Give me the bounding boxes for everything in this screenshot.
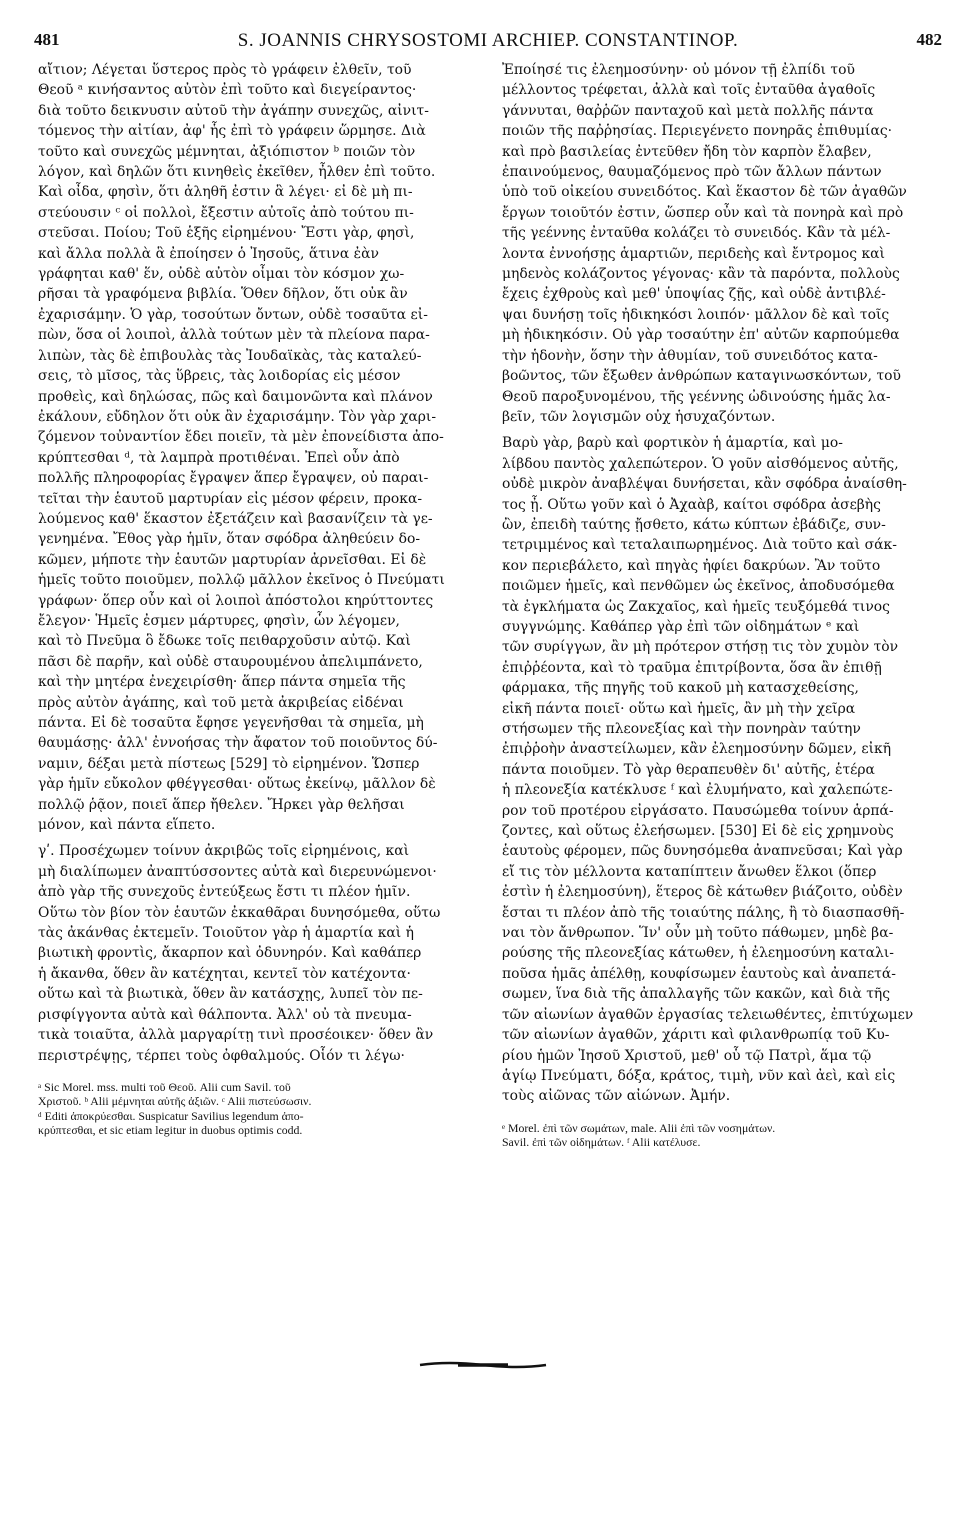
text-line: τὰς ἀκάνθας ἐκτεμεῖν. Τοιοῦτον γὰρ ἡ ἁμαρτία καὶ ἡ	[38, 925, 414, 942]
text-line: καὶ τὴν μητέρα ἐνεχειρίσθη· ἅπερ πάντα σημεῖα τῆς	[38, 674, 406, 691]
text-line: ἔσται τι πλέον ἀπὸ τῆς τοιαύτης πάλης, ἢ τὸ διασπασθῆ-	[502, 904, 905, 921]
footnote-line: κρύπτεσθαι, et sic etiam legitur in duobus optimis codd.	[38, 1123, 303, 1138]
right-paragraph-2	[502, 433, 930, 1106]
text-line: ἐχαρισάμην. Ὁ γὰρ, τοσούτων ὄντων, οὐδὲ τοσαῦτα εἰ-	[38, 306, 428, 323]
text-line: στεῦσαι. Ποίου; Τοῦ ἑξῆς εἰρημένου· Ἔστι γὰρ, φησὶ,	[38, 225, 415, 242]
text-line: λούμενος καθ' ἕκαστον ἐξετάζειν καὶ βασανίζειν τὰ γε-	[38, 510, 433, 527]
left-paragraph-1	[38, 60, 466, 835]
text-line: πάντα ποιοῦμεν. Τὸ γὰρ θεραπευθὲν δι' αὐτῆς, ἑτέρα	[502, 761, 875, 778]
text-line: ἔχεις ἐχθροὺς καὶ μεθ' ὑποψίας ζῇς, καὶ οὐδὲ ἀντιβλέ-	[502, 286, 886, 303]
text-line: ἁγίῳ Πνεύματι, δόξα, κράτος, τιμὴ, νῦν καὶ ἀεὶ, καὶ εἰς	[502, 1067, 896, 1084]
right-footnotes	[502, 1121, 930, 1150]
text-line: τῆς γεέννης ἐνταῦθα κολάζει τὸ συνειδός. Κἂν τὰ μέλ-	[502, 225, 891, 242]
text-line: πολλῆς πληροφορίας ἔγραψεν ἅπερ ἔγραψεν, οὐ παραι-	[38, 470, 429, 487]
text-line: βιωτικὴ φροντὶς, ἄκαρπον καὶ ὀδυνηρόν. Καὶ καθάπερ	[38, 945, 422, 962]
text-line: τῶν αἰωνίων ἀγαθῶν, χάριτι καὶ φιλανθρωπίᾳ τοῦ Κυ-	[502, 1027, 890, 1044]
text-line: αἴτιον; Λέγεται ὕστερος πρὸς τὸ γράφειν ἐλθεῖν, τοῦ	[38, 62, 412, 78]
right-paragraph-1	[502, 60, 930, 427]
text-line: ναμιν, δέξαι μετὰ πίστεως [529] τὸ εἰρημένον. Ὥσπερ	[38, 755, 420, 772]
left-paragraph-2	[38, 841, 466, 1065]
text-line: τος ᾖ. Οὕτω γοῦν καὶ ὁ Ἀχαὰβ, καίτοι σφόδρα ἀσεβὴς	[502, 496, 881, 513]
page-number-right: 482	[916, 30, 942, 49]
text-line: τεῖται τὴν ἑαυτοῦ μαρτυρίαν εἰς μέσον φέρειν, προκα-	[38, 490, 423, 507]
text-line: ὢν, ἐπειδὴ ταύτης ᾔσθετο, κάτω κύπτων ἐβάδιζε, συν-	[502, 516, 886, 533]
text-line: ψαι δυνήσῃ τοῖς ἠδικηκόσι λοιπόν· μᾶλλον δὲ καὶ τοῖς	[502, 306, 890, 323]
text-line: καὶ πρὸ βασιλείας ἐντεῦθεν ἤδη τὸν καρπὸν ἔλαβεν,	[502, 143, 872, 160]
text-line: ἑαυτοὺς φέρομεν, πῶς δυνησόμεθα ἀναπνεῦσαι; Καὶ γὰρ	[502, 843, 903, 860]
left-column	[38, 60, 466, 1138]
running-title: S. JOANNIS CHRYSOSTOMI ARCHIEP. CONSTANTINOP.	[237, 30, 739, 51]
text-line: τῶν συρίγγων, ἂν μὴ πρότερον στήσῃ τις τὸν χυμὸν τὸν	[502, 639, 899, 656]
text-line: ἐπιῤῥοὴν ἀναστείλωμεν, κἂν ἐλεημοσύνην δῶμεν, εἰκῆ	[502, 741, 892, 758]
text-line: μόνον, καὶ πάντα εἵπετο.	[38, 817, 216, 834]
text-line: ἐκάλουν, εὔδηλον ὅτι οὐκ ἂν ἐχαρισάμην. Τὸν γὰρ χαρι-	[38, 408, 437, 425]
text-line: ἡ ἄκανθα, ὅθεν ἂν κατέχηται, κεντεῖ τὸν κατέχοντα·	[38, 965, 411, 982]
text-line: πὼν, ὅσα οἱ λοιποὶ, ἀλλὰ τούτων μὲν τὰ πλείονα παρα-	[38, 327, 430, 344]
text-line: οὐδὲ μικρὸν ἀναβλέψαι δυνήσεται, κἂν σφόδρα ἀναίσθη-	[502, 476, 907, 493]
text-line: εἰκῆ πάντα ποιεῖ· οὕτω καὶ ἡμεῖς, ἂν μὴ τὴν χεῖρα	[502, 700, 856, 717]
text-line: πάντα. Εἰ δὲ τοσαῦτα ἔφησε γεγενῆσθαι τὰ σημεῖα, μὴ	[38, 715, 424, 731]
text-line: προθεὶς, καὶ δηλώσας, πῶς καὶ δαιμονῶντα καὶ πλάνον	[38, 388, 433, 405]
page-number-left: 481	[34, 30, 60, 49]
text-line: γενημένα. Ἔθος γὰρ ἡμῖν, ὅταν σφόδρα ἀληθεύειν δο-	[38, 531, 421, 548]
text-line: Βαρὺ γὰρ, βαρὺ καὶ φορτικὸν ἡ ἁμαρτία, καὶ μο-	[502, 435, 843, 452]
end-ornament	[418, 1360, 548, 1370]
text-line: λίβδου παντὸς χαλεπώτερον. Ὁ γοῦν αἰσθόμενος αὐτῆς,	[502, 455, 899, 472]
text-line: συγγνώμης. Καθάπερ γὰρ ἐπὶ τῶν οἰδημάτων ᵉ καὶ	[502, 618, 860, 635]
left-footnotes	[38, 1080, 466, 1138]
text-line: καὶ τὸ Πνεῦμα ὃ ἔδωκε τοῖς πειθαρχοῦσιν αὐτῷ. Καὶ	[38, 633, 411, 650]
text-line: γράφων· ὅπερ οὖν καὶ οἱ λοιποὶ ἀπόστολοι κηρύττοντες	[38, 592, 434, 609]
text-line: ἐστὶν ἡ ἐλεημοσύνη), ἕτερος δὲ κάτωθεν βιάζοιτο, οὐδὲν	[502, 884, 903, 901]
text-line: γράφηται καθ' ἕν, οὐδὲ αὐτὸν οἶμαι τὸν κόσμον χω-	[38, 266, 405, 283]
text-line: ρισφίγγοντα αὐτὰ καὶ θάλποντα. Ἀλλ' οὐ τὰ πνευμα-	[38, 1006, 412, 1023]
text-line: θαυμάσῃς· ἀλλ' ἐννοήσας τὴν ἄφατον τοῦ ποιοῦντος δύ-	[38, 735, 438, 752]
text-line: τὰ ἐγκλήματα ὡς Ζακχαῖος, καὶ ἡμεῖς τευξόμεθά τινος	[502, 598, 890, 615]
text-line: πολλῷ ῥᾷον, ποιεῖ ἅπερ ἤθελεν. Ἤρκει γὰρ θελῆσαι	[38, 796, 405, 813]
text-line: ἔργων τοιοῦτόν ἐστιν, ὥσπερ οὖν καὶ τὰ πονηρὰ καὶ πρὸ	[502, 204, 904, 221]
text-line: στήσωμεν τῆς πλεονεξίας καὶ τὴν πονηρὰν ταύτην	[502, 721, 861, 737]
text-line: πρὸς αὐτὸν ἀγάπης, καὶ τοῦ μετὰ ἀκριβείας εἰδέναι	[38, 694, 404, 711]
text-line: μηδενὸς κολάζοντος γέγονας· κἂν τὰ παρόντα, πολλοὺς	[502, 266, 900, 283]
footnote-line: Savil. ἐπὶ τῶν οἰδημάτων. ᶠ Alii κατέλυσε.	[502, 1135, 701, 1150]
text-line: ἔλεγον· Ἡμεῖς ἐσμεν μάρτυρες, φησὶν, ὧν λέγομεν,	[38, 612, 400, 629]
text-line: οὕτω καὶ τὰ βιωτικὰ, ὅθεν ἂν κατάσχῃς, λυπεῖ τὸν πε-	[38, 986, 423, 1003]
text-line: στεύουσιν ᶜ οἱ πολλοὶ, ἔξεστιν αὐτοῖς ἀπὸ τούτου πι-	[38, 204, 414, 221]
text-line: φάρμακα, τῆς πηγῆς τοῦ κακοῦ μὴ κατασχεθείσης,	[502, 680, 859, 697]
text-line: λόγον, καὶ δηλῶν ὅτι κινηθεὶς ἐκεῖθεν, ἦλθεν ἐπὶ τοῦτο.	[38, 164, 436, 181]
text-line: ἐπαινούμενος, θαυμαζόμενος πρὸ τῶν ἄλλων πάντων	[502, 164, 882, 181]
text-line: μέλλοντος τρέφεται, ἀλλὰ καὶ τοῖς ἐνταῦθα ἀγαθοῖς	[502, 82, 876, 99]
text-line: ποιῶν τῆς παῤῥησίας. Περιεγένετο πονηρᾶς ἐπιθυμίας·	[502, 123, 893, 140]
text-line: ζόμενον τοὐναντίον ἔδει ποιεῖν, τὰ μὲν ἐπονείδιστα ἀπο-	[38, 429, 444, 446]
text-line: ναι τὸν ἄνθρωπον. Ἵν' οὖν μὴ τοῦτο πάθωμεν, μηδὲ βα-	[502, 925, 894, 942]
text-line: ἡμεῖς τοῦτο ποιοῦμεν, πολλῷ μᾶλλον ἐκεῖνος ὁ Πνεύματι	[38, 572, 445, 589]
text-line: κρύπτεσθαι ᵈ, τὰ λαμπρὰ προτιθέναι. Ἐπεὶ οὖν ἀπὸ	[38, 449, 400, 466]
text-line: βεῖν, τῶν λογισμῶν οὐχ ἡσυχαζόντων.	[502, 408, 776, 425]
text-line: ποῦσα ἡμᾶς ἀπέλθῃ, κουφίσωμεν ἑαυτοὺς καὶ ἀναπετά-	[502, 965, 896, 982]
text-line: μὴ διαλίπωμεν ἀναπτύσσοντες αὐτὰ καὶ διερευνώμενοι·	[38, 863, 437, 880]
text-line: τῶν αἰωνίων ἀγαθῶν ἐργασίας τελειωθέντες, ἐπιτύχωμεν	[502, 1006, 914, 1023]
text-line: ἐπιῤῥέοντα, καὶ τὸ τραῦμα ἐπιτρίβοντα, ὅσα ἂν ἐπιθῇ	[502, 659, 882, 676]
text-line: τοὺς αἰῶνας τῶν αἰώνων. Ἀμήν.	[502, 1088, 731, 1105]
text-line: ἀπὸ γὰρ τῆς συνεχοῦς ἐντεύξεως ἔστι τι πλέον ἡμῖν.	[38, 884, 411, 901]
text-line: ρίου ἡμῶν Ἰησοῦ Χριστοῦ, μεθ' οὗ τῷ Πατρὶ, ἅμα τῷ	[502, 1047, 872, 1064]
text-line: ἡ πλεονεξία κατέκλυσε ᶠ καὶ ἐλυμήνατο, καὶ χαλεπώτε-	[502, 782, 893, 799]
text-line: Θεοῦ ᵃ κινήσαντος αὐτὸν ἐπὶ τοῦτο καὶ διεγείραντος·	[38, 82, 417, 99]
text-line: κῶμεν, μήποτε τὴν ἑαυτῶν μαρτυρίαν ἀρνεῖσθαι. Εἰ δὲ	[38, 551, 427, 568]
text-line: ρον τοῦ προτέρου εἰργάσατο. Παυσώμεθα τοίνυν ἁρπά-	[502, 802, 894, 819]
text-line: βοῶντος, τῶν ἔξωθεν ἀνθρώπων καταγινωσκόντων, τοῦ	[502, 368, 901, 385]
text-line: ρῆσαι τὰ γραφόμενα βιβλία. Ὅθεν δῆλον, ὅτι οὐκ ἂν	[38, 286, 408, 303]
text-line: τοῦτο καὶ συνεχῶς μέμνηται, ἀξιόπιστον ᵇ ποιῶν τὸν	[38, 143, 416, 160]
text-line: γὰρ ἡμῖν εὔκολον φθέγγεσθαι· οὕτως ἐκείνῳ, μᾶλλον δὲ	[38, 776, 436, 793]
footnote-line: ᵉ Morel. ἐπὶ τῶν σωμάτων, male. Alii ἐπὶ τῶν νοσημάτων.	[502, 1120, 776, 1135]
text-line: διὰ τοῦτο δεικνυσιν αὐτοῦ τὴν ἀγάπην συνεχῶς, αἰνιτ-	[38, 102, 429, 119]
text-line: πᾶσι δὲ παρῆν, καὶ οὐδὲ σταυρουμένου ἀπελιμπάνετο,	[38, 653, 423, 670]
text-line: τετριμμένος καὶ τεταλαιπωρημένος. Διὰ τοῦτο καὶ σάκ-	[502, 537, 897, 554]
text-line: Οὕτω τὸν βίον τὸν ἑαυτῶν ἐκκαθᾶραι δυνησόμεθα, οὕτω	[38, 904, 441, 921]
text-line: Καὶ οἶδα, φησὶν, ὅτι ἀληθῆ ἐστιν ἃ λέγει· εἰ δὲ μὴ πι-	[38, 184, 413, 201]
text-line: εἴ τις τὸν μέλλοντα καταπίπτειν ἄνωθεν ἕλκοι (ὅπερ	[502, 863, 877, 880]
text-line: σεις, τὸ μῖσος, τὰς ὕβρεις, τὰς λοιδορίας εἰς μέσον	[38, 368, 401, 385]
text-line: ζοντες, καὶ οὕτως ἐλεήσωμεν. [530] Εἰ δὲ εἰς χρημνοὺς	[502, 823, 894, 840]
text-line: γάννυται, θαῤῥῶν πανταχοῦ καὶ μετὰ πολλῆς πάντα	[502, 102, 874, 119]
right-column	[502, 60, 930, 1150]
text-line: σωμεν, ἵνα διὰ τῆς ἀπαλλαγῆς τῶν κακῶν, καὶ διὰ τῆς	[502, 986, 891, 1003]
text-line: λιπὼν, τὰς δὲ ἐπιβουλὰς τὰς Ἰουδαϊκὰς, τὰς καταλεύ-	[38, 347, 422, 364]
text-line: ποιῶμεν ἡμεῖς, καὶ πενθῶμεν ὡς ἐκεῖνος, ἀποδυσόμεθα	[502, 578, 895, 595]
text-line: μὴ ἠδικηκόσιν. Οὐ γὰρ τοσαύτην ἐπ' αὐτῶν καρπούμεθα	[502, 327, 900, 344]
text-line: ὑπὸ τοῦ οἰκείου συνειδότος. Καὶ ἕκαστον δὲ τῶν ἀγαθῶν	[502, 184, 907, 201]
footnote-line: ᵈ Editi ἀποκρύεσθαι. Suspicatur Savilius legendum ἀπο-	[38, 1108, 304, 1123]
text-line: τικὰ τοιαῦτα, ἀλλὰ μαργαρίτῃ τινὶ προσέοικεν· ὅθεν ἂν	[38, 1027, 434, 1044]
text-line: γʹ. Προσέχωμεν τοίνυν ἀκριβῶς τοῖς εἰρημένοις, καὶ	[38, 843, 410, 860]
text-line: τὴν ἡδονὴν, ὅσην τὴν ἀθυμίαν, τοῦ συνειδότος κατα-	[502, 347, 878, 364]
text-line: κον περιεβάλετο, καὶ πηγὰς ἠφίει δακρύων. Ἂν τοῦτο	[502, 557, 881, 574]
text-line: Θεοῦ παροξυνομένου, τῆς γεέννης ὠδινούσης ἡμᾶς λα-	[502, 388, 891, 405]
text-line: λοντα ἐννοήσῃς ἁμαρτιῶν, περιδεὴς καὶ ἔντρομος καὶ	[502, 245, 885, 262]
text-line: ρούσης τῆς πλεονεξίας κάτωθεν, ἡ ἐλεημοσύνη καταλι-	[502, 945, 894, 962]
text-line: τόμενος τὴν αἰτίαν, ἀφ' ἧς ἐπὶ τὸ γράφειν ὥρμησε. Διὰ	[38, 123, 426, 140]
footnote-line: ᵃ Sic Morel. mss. multi τοῦ Θεοῦ. Alii cum Savil. τοῦ	[38, 1079, 291, 1094]
footnote-line: Χριστοῦ. ᵇ Alii μέμνηται αὐτῆς ἀξιῶν. ᶜ Alii πιστεύσωσιν.	[38, 1094, 312, 1109]
running-header	[34, 30, 942, 56]
text-line: περιστρέψῃς, τέρπει τοὺς ὀφθαλμούς. Οἷόν τι λέγω·	[38, 1047, 405, 1064]
text-line: καὶ ἄλλα πολλὰ ἃ ἐποίησεν ὁ Ἰησοῦς, ἅτινα ἐὰν	[38, 245, 379, 262]
text-line: Ἐποίησέ τις ἐλεημοσύνην· οὐ μόνον τῇ ἐλπίδι τοῦ	[502, 62, 855, 78]
